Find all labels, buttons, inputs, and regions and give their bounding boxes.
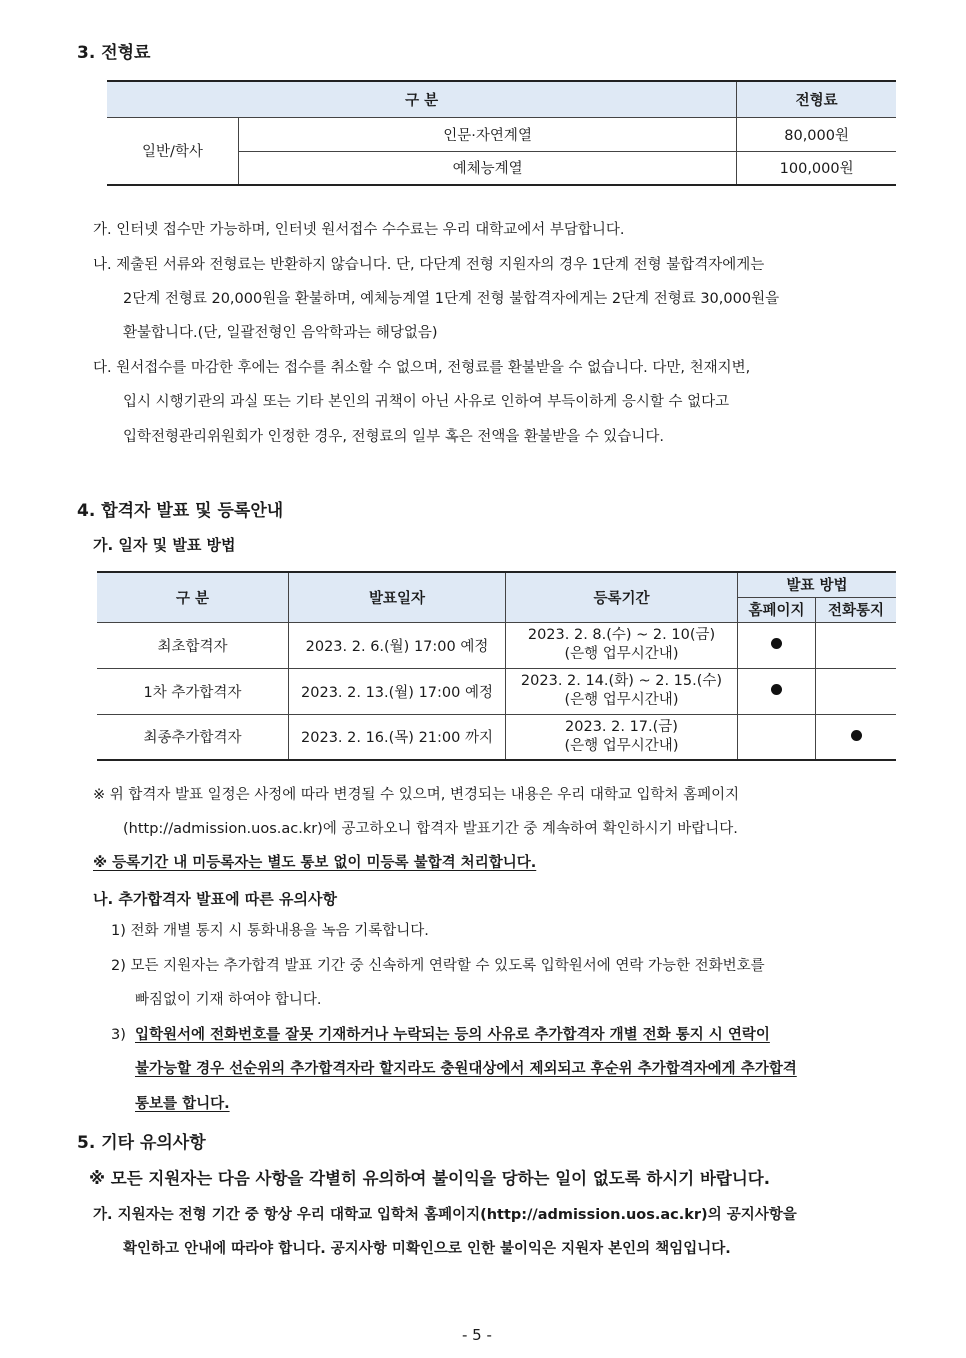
ann-header-home: 홈페이지: [738, 597, 816, 622]
section3-title: 3. 전형료: [77, 43, 151, 63]
ann-home-cell: [738, 668, 816, 714]
ann-phone-cell: [816, 622, 897, 668]
ann-name-cell: 1차 추가합격자: [97, 668, 289, 714]
fee-note: 환불합니다.(단, 일괄전형인 음악학과는 해당없음): [123, 325, 438, 341]
bullet-dot-icon: [851, 730, 862, 741]
fee-table: [107, 80, 896, 186]
ann-name-cell: 최초합격자: [97, 622, 289, 668]
ann-header-gubun: 구 분: [97, 572, 289, 622]
caution-item: 통보를 합니다.: [135, 1096, 230, 1112]
caution-item-number: 3): [111, 1027, 126, 1043]
caution-item: 2) 모든 지원자는 추가합격 발표 기간 중 신속하게 연락할 수 있도록 입학원서에 연락 가능한 전화번호를: [111, 958, 765, 974]
ann-header-phone: 전화통지: [816, 597, 897, 622]
bullet-dot-icon: [771, 684, 782, 695]
fee-note: 입학전형관리위원회가 인정한 경우, 전형료의 일부 혹은 전액을 환불받을 수 있습니다.: [123, 429, 664, 445]
bullet-dot-icon: [771, 638, 782, 649]
ann-header-method: 발표 방법: [738, 572, 897, 597]
fee-table-header-gubun: 구 분: [107, 81, 737, 117]
ann-date-cell: 2023. 2. 13.(월) 17:00 예정: [289, 668, 506, 714]
general-warning: ※ 모든 지원자는 다음 사항을 각별히 유의하여 불이익을 당하는 일이 없도록 하시기 바랍니다.: [89, 1169, 770, 1188]
section4-sub-b: 나. 추가합격자 발표에 따른 유의사항: [93, 890, 337, 908]
ann-reg-cell: [506, 622, 738, 668]
ann-header-date: 발표일자: [289, 572, 506, 622]
section4-sub-a: 가. 일자 및 발표 방법: [93, 536, 236, 554]
ann-home-cell: [738, 622, 816, 668]
fee-note: 2단계 전형료 20,000원을 환불하며, 예체능계열 1단계 전형 불합격자에게는 2단계 전형료 30,000원을: [123, 291, 780, 307]
section5-title: 5. 기타 유의사항: [77, 1133, 206, 1153]
fee-track-cell: 인문·자연계열: [239, 117, 737, 151]
section4-title: 4. 합격자 발표 및 등록안내: [77, 501, 284, 521]
table-row: [97, 714, 896, 760]
ann-home-cell: [738, 714, 816, 760]
table-row: [97, 668, 896, 714]
ann-name-cell: 최종추가합격자: [97, 714, 289, 760]
fee-amount-cell: 80,000원: [737, 117, 896, 151]
fee-note: 다. 원서접수를 마감한 후에는 접수를 취소할 수 없으며, 전형료를 환불받을 수 없습니다. 다만, 천재지변,: [93, 360, 751, 376]
table-row: [97, 622, 896, 668]
page-number: - 5 -: [462, 1326, 492, 1344]
ann-date-cell: 2023. 2. 16.(목) 21:00 까지: [289, 714, 506, 760]
ann-phone-cell: [816, 668, 897, 714]
ann-reg-note: (은행 업무시간내): [564, 737, 679, 754]
ann-reg-note: (은행 업무시간내): [564, 646, 679, 662]
caution-item: 빠짐없이 기재 하여야 합니다.: [135, 992, 322, 1008]
ann-date-cell: 2023. 2. 6.(월) 17:00 예정: [289, 622, 506, 668]
fee-table-header-fee: 전형료: [737, 81, 896, 117]
caution-item: 불가능할 경우 선순위의 추가합격자라 할지라도 충원대상에서 제외되고 후순위 추가합격자에게 추가합격: [135, 1061, 797, 1077]
ann-reg-period: 2023. 2. 17.(금): [565, 718, 678, 735]
announcement-table: [97, 571, 896, 761]
schedule-note: ※ 위 합격자 발표 일정은 사정에 따라 변경될 수 있으며, 변경되는 내용은 우리 대학교 입학처 홈페이지: [93, 787, 740, 803]
fee-note: 입시 시행기관의 과실 또는 기타 본인의 귀책이 아닌 사유로 인하여 부득이하게 응시할 수 없다고: [123, 394, 730, 410]
fee-track-cell: 예체능계열: [239, 151, 737, 185]
registration-warning: ※ 등록기간 내 미등록자는 별도 통보 없이 미등록 불합격 처리합니다.: [93, 855, 537, 871]
ann-header-reg: 등록기간: [506, 572, 738, 622]
ann-reg-period: 2023. 2. 8.(수) ~ 2. 10(금): [527, 627, 716, 643]
ann-reg-cell: [506, 714, 738, 760]
ann-reg-period: 2023. 2. 14.(화) ~ 2. 15.(수): [520, 673, 723, 689]
caution-item: 1) 전화 개별 통지 시 통화내용을 녹음 기록합니다.: [111, 923, 429, 939]
caution-item: 입학원서에 전화번호를 잘못 기재하거나 누락되는 등의 사유로 추가합격자 개별 전화 통지 시 연락이: [135, 1027, 770, 1043]
ann-reg-cell: [506, 668, 738, 714]
ann-reg-note: (은행 업무시간내): [564, 692, 679, 708]
notice-item: 가. 지원자는 전형 기간 중 항상 우리 대학교 입학처 홈페이지(http://admission.uos.ac.kr)의 공지사항을: [93, 1207, 797, 1223]
fee-row-group: 일반/학사: [107, 117, 239, 185]
fee-amount-cell: 100,000원: [737, 151, 896, 185]
schedule-note-url: (http://admission.uos.ac.kr)에 공고하오니 합격자 발표기간 중 계속하여 확인하시기 바랍니다.: [123, 821, 738, 837]
notice-item: 확인하고 안내에 따라야 합니다. 공지사항 미확인으로 인한 불이익은 지원자 본인의 책임입니다.: [123, 1241, 731, 1257]
ann-phone-cell: [816, 714, 897, 760]
fee-note: 가. 인터넷 접수만 가능하며, 인터넷 원서접수 수수료는 우리 대학교에서 부담합니다.: [93, 222, 625, 238]
fee-note: 나. 제출된 서류와 전형료는 반환하지 않습니다. 단, 다단계 전형 지원자의 경우 1단계 전형 불합격자에게는: [93, 257, 765, 273]
